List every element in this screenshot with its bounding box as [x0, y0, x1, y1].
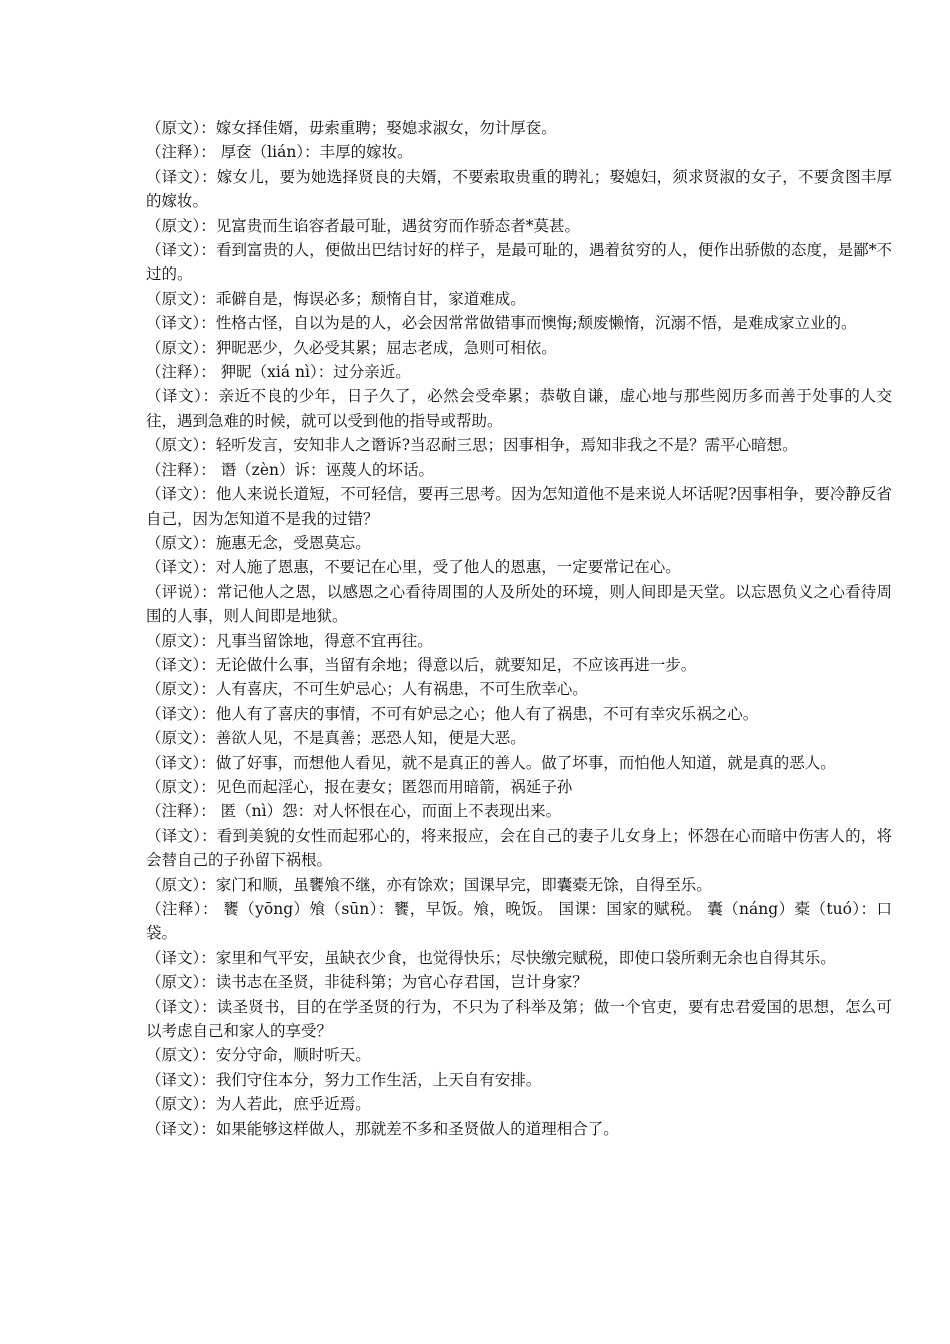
- paragraph: （原文）：乖僻自是，悔误必多；颓惰自甘，家道难成。: [146, 289, 526, 308]
- paragraph: （原文）：家门和顺，虽饔飧不继，亦有馀欢；国课早完，即囊橐无馀，自得至乐。: [146, 875, 712, 894]
- paragraph: （原文）：见色而起淫心，报在妻女；匿怨而用暗箭，祸延子孙: [146, 777, 573, 796]
- paragraph: （注释）： 狎昵（xiá nì）：过分亲近。: [146, 363, 411, 382]
- paragraph: （评说）：常记他人之恩，以感恩之心看待周围的人及所处的环境，则人间即是天堂。以忘恩负义之心看待周围的人事，则人间即是地狱。: [146, 582, 892, 626]
- paragraph: （译文）：看到美貌的女性而起邪心的，将来报应，会在自己的妻子儿女身上；怀怨在心而暗中伤害人的，将会替自己的子孙留下祸根。: [146, 826, 892, 870]
- paragraph: （注释）： 谮（zèn）诉：诬蔑人的坏话。: [146, 460, 435, 479]
- paragraph: （原文）：读书志在圣贤，非徒科第；为官心存君国，岂计身家？: [146, 973, 588, 992]
- paragraph: （原文）：安分守命，顺时听天。: [146, 1046, 371, 1065]
- paragraph: （译文）：对人施了恩惠，不要记在心里，受了他人的恩惠，一定要常记在心。: [146, 558, 681, 577]
- paragraph: （译文）：亲近不良的少年，日子久了，必然会受牵累；恭敬自谦，虚心地与那些阅历多而善于处事的人交往，遇到急难的时候，就可以受到他的指导或帮助。: [146, 387, 892, 430]
- paragraph: （译文）：如果能够这样做人，那就差不多和圣贤做人的道理相合了。: [146, 1119, 619, 1138]
- paragraph: （原文）：见富贵而生谄容者最可耻，遇贫穷而作骄态者*莫甚。: [146, 216, 581, 235]
- paragraph: （译文）：做了好事，而想他人看见，就不是真正的善人。做了坏事，而怕他人知道，就是真的恶人。: [146, 753, 836, 772]
- paragraph: （原文）：施惠无念，受恩莫忘。: [146, 533, 371, 552]
- paragraph: （原文）：嫁女择佳婿，毋索重聘；娶媳求淑女，勿计厚奁。: [146, 119, 557, 137]
- paragraph: （注释）： 匿（nì）怨：对人怀恨在心，而面上不表现出来。: [146, 802, 562, 821]
- paragraph: （译文）：我们守住本分，努力工作生活，上天自有安排。: [146, 1070, 542, 1089]
- paragraph: （原文）：善欲人见，不是真善；恶恐人知，便是大恶。: [146, 729, 526, 748]
- paragraph: （译文）：无论做什么事，当留有余地；得意以后，就要知足，不应该再进一步。: [146, 655, 697, 674]
- paragraph: （译文）：家里和气平安，虽缺衣少食，也觉得快乐；尽快缴完赋税，即使口袋所剩无余也自得其乐。: [146, 948, 836, 967]
- paragraph: （译文）：他人来说长道短，不可轻信，要再三思考。因为怎知道他不是来说人坏话呢?因事相争，要冷静反省自己，因为怎知道不是我的过错？: [146, 485, 892, 528]
- paragraph: （译文）：看到富贵的人，便做出巴结讨好的样子，是最可耻的，遇着贫穷的人，便作出骄傲的态度，是鄙*不过的。: [146, 241, 892, 284]
- paragraph: （译文）：嫁女儿，要为她选择贤良的夫婿，不要索取贵重的聘礼；娶媳妇，须求贤淑的女子，不要贪图丰厚的嫁妆。: [146, 167, 892, 211]
- paragraph: （注释）： 饔（yōng）飧（sūn）：饔，早饭。飧，晚饭。 国课：国家的赋税。 囊（náng）橐（tuó）：口袋。: [146, 900, 892, 943]
- document-page: [146, 116, 892, 1141]
- paragraph: （原文）：人有喜庆，不可生妒忌心；人有祸患，不可生欣幸心。: [146, 680, 588, 699]
- paragraph: （原文）：凡事当留馀地，得意不宜再往。: [146, 631, 433, 650]
- paragraph: （原文）：狎昵恶少，久必受其累；屈志老成，急则可相依。: [146, 338, 557, 357]
- paragraph: （原文）：为人若此，庶乎近焉。: [146, 1095, 371, 1114]
- paragraph: （译文）：他人有了喜庆的事情，不可有妒忌之心；他人有了祸患，不可有幸灾乐祸之心。: [146, 704, 759, 723]
- paragraph: （原文）：轻听发言，安知非人之谮诉?当忍耐三思；因事相争，焉知非我之不是？需平心暗想。: [146, 436, 798, 455]
- paragraph: （注释）： 厚奁（lián）：丰厚的嫁妆。: [146, 143, 413, 162]
- paragraph: （译文）：性格古怪，自以为是的人，必会因常常做错事而懊悔;颓废懒惰，沉溺不悟，是难成家立业的。: [146, 314, 857, 333]
- paragraph: （译文）：读圣贤书，目的在学圣贤的行为，不只为了科举及第；做一个官吏，要有忠君爱国的思想，怎么可以考虑自己和家人的享受？: [146, 997, 892, 1041]
